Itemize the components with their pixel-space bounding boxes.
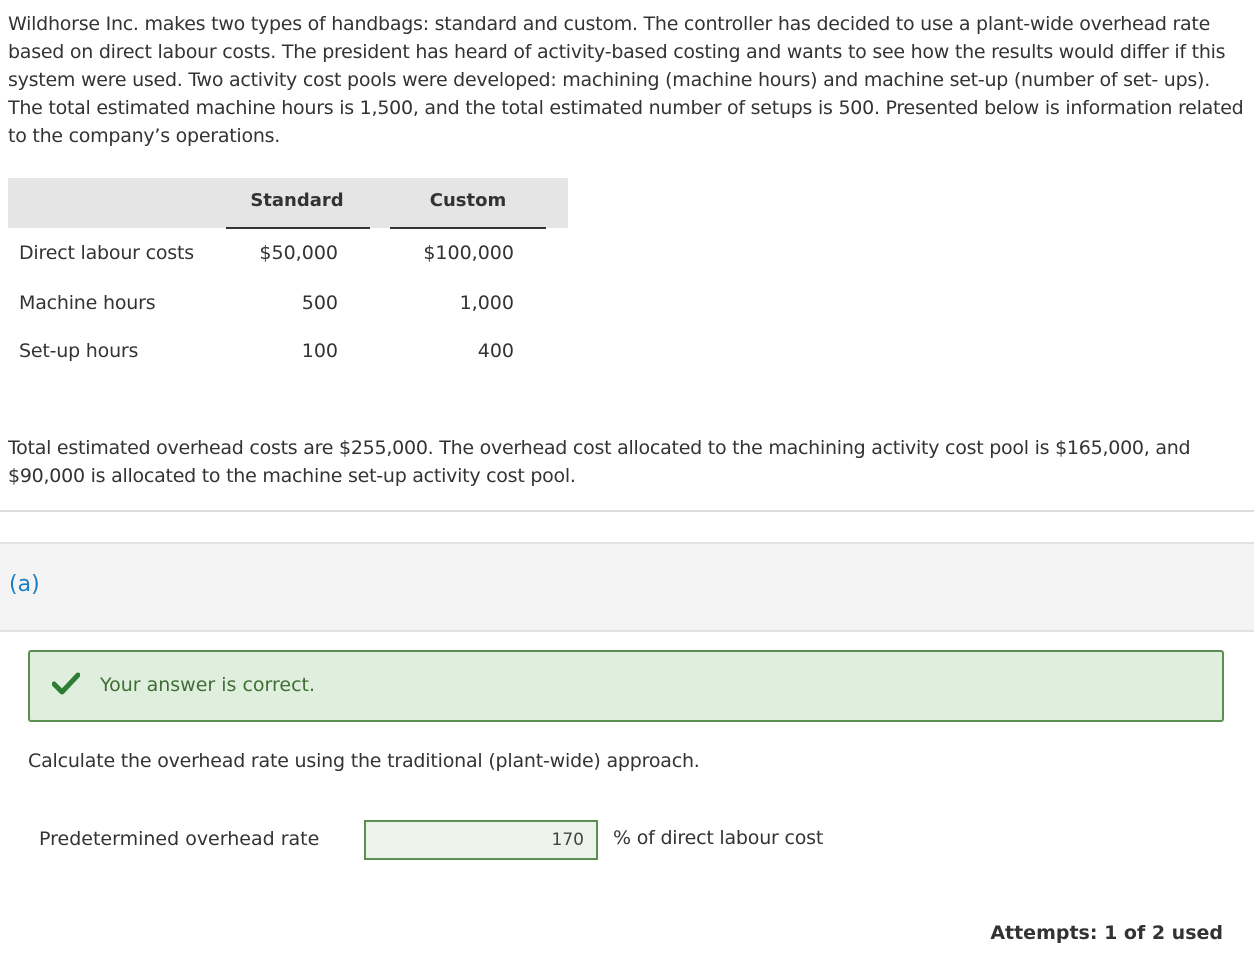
- feedback-box: [28, 650, 1224, 722]
- question-text: Calculate the overhead rate using the traditional (plant-wide) approach.: [28, 750, 700, 772]
- column-header-standard: Standard: [250, 190, 344, 211]
- feedback-text: Your answer is correct.: [100, 674, 316, 696]
- custom-value: 1,000: [459, 292, 514, 314]
- overhead-note: Total estimated overhead costs are $255,000. The overhead cost allocated to the machining activity cost pool is $165,000, and $90,000 is allocated to the machine set-up activity cost pool.: [8, 437, 1191, 487]
- custom-value: $100,000: [423, 242, 514, 264]
- answer-label: Predetermined overhead rate: [39, 828, 320, 850]
- attempts-counter: Attempts: 1 of 2 used: [990, 922, 1223, 944]
- custom-value: 400: [477, 340, 514, 362]
- problem-intro: Wildhorse Inc. makes two types of handbags: standard and custom. The controller has decided to use a plant-wide overhead rate based on direct labour costs. The president has heard of activity-based costing and wants to see how the results would differ if this system were used. Two activity cost pools were developed: machining (machine hours) and machine set-up (number of set- ups). The total estimated machine hours is 1,500, and the total estimated number of setups is 500. Presented below is information related to the company’s operations.: [8, 13, 1244, 147]
- table-header: [8, 178, 568, 228]
- divider: [0, 510, 1254, 512]
- header-underline: [390, 227, 546, 229]
- standard-value: 100: [301, 340, 338, 362]
- column-header-custom: Custom: [429, 190, 507, 211]
- header-underline: [226, 227, 370, 229]
- table-row: [8, 292, 568, 318]
- table-row: [8, 340, 568, 366]
- answer-unit: % of direct labour cost: [613, 827, 824, 849]
- row-label: Direct labour costs: [19, 242, 194, 264]
- row-label: Machine hours: [19, 292, 156, 314]
- data-table: [8, 178, 568, 362]
- standard-value: 500: [301, 292, 338, 314]
- overhead-rate-input[interactable]: 170: [364, 820, 598, 860]
- standard-value: $50,000: [259, 242, 338, 264]
- table-row: [8, 242, 568, 268]
- part-label: (a): [9, 572, 40, 597]
- part-header: [0, 542, 1254, 632]
- row-label: Set-up hours: [19, 340, 139, 362]
- check-icon: [52, 672, 80, 696]
